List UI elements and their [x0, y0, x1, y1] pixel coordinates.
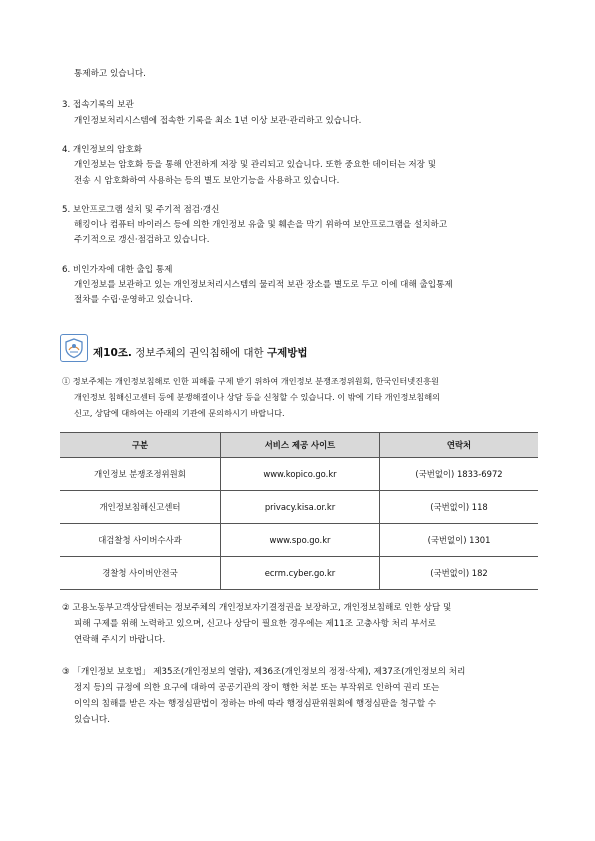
text-line: 개인정보는 암호화 등을 통해 안전하게 저장 및 관리되고 있습니다. 또한 중요한 데이터는 저장 및 — [74, 160, 437, 170]
table-cell-agency: 개인정보 분쟁조정위원회 — [60, 458, 221, 491]
text-line: 개인정보를 보관하고 있는 개인정보처리시스템의 물리적 보관 장소를 별도로 두고 이에 대해 출입통제 — [74, 280, 453, 290]
column-header: 서비스 제공 사이트 — [221, 433, 380, 458]
section-title — [93, 345, 308, 360]
section-title-bold: 구제방법 — [266, 346, 308, 359]
shield-logo-icon-graphic — [63, 337, 85, 359]
paragraph-2-line: ② 고용노동부고객상담센터는 정보주체의 개인정보자기결정권을 보장하고, 개인정보침해로 인한 상담 및 — [62, 603, 452, 613]
paragraph-1-line: 신고, 상담에 대하여는 아래의 기관에 문의하시기 바랍니다. — [74, 408, 285, 418]
table-cell-contact: (국번없이) 118 — [380, 491, 539, 524]
list-heading-4: 4. 개인정보의 암호화 — [62, 145, 143, 155]
table-cell-contact: (국번없이) 1301 — [380, 524, 539, 557]
table-cell-site: privacy.kisa.or.kr — [221, 491, 380, 524]
table-row — [60, 458, 538, 491]
text-line: 해킹이나 컴퓨터 바이러스 등에 의한 개인정보 유출 및 훼손을 막기 위하여 보안프로그램을 설치하고 — [74, 220, 448, 230]
table-row — [60, 524, 538, 557]
list-heading-5: 5. 보안프로그램 설치 및 주기적 점검·갱신 — [62, 205, 220, 215]
table-cell-agency: 대검찰청 사이버수사과 — [60, 524, 221, 557]
table-cell-agency: 개인정보침해신고센터 — [60, 491, 221, 524]
text-line: 전송 시 암호화하여 사용하는 등의 별도 보안기능을 사용하고 있습니다. — [74, 176, 340, 186]
column-header: 구분 — [60, 433, 221, 458]
text-line: 절차를 수립·운영하고 있습니다. — [74, 295, 193, 305]
table-cell-contact: (국번없이) 1833-6972 — [380, 458, 539, 491]
paragraph-2-line: 피해 구제를 위해 노력하고 있으며, 신고나 상담이 필요한 경우에는 제11조 고충사항 처리 부서로 — [74, 619, 436, 629]
column-header: 연락처 — [380, 433, 539, 458]
list-heading-6: 6. 비인가자에 대한 출입 통제 — [62, 265, 173, 275]
table-cell-agency: 경찰청 사이버안전국 — [60, 557, 221, 590]
paragraph-3-line: ③ 「개인정보 보호법」 제35조(개인정보의 열람), 제36조(개인정보의 정정·삭제), 제37조(개인정보의 처리 — [62, 667, 466, 677]
table-header-row — [60, 433, 538, 458]
table-cell-site: www.spo.go.kr — [221, 524, 380, 557]
paragraph-2-line: 연락해 주시기 바랍니다. — [74, 635, 166, 645]
text-line: 주기적으로 갱신·점검하고 있습니다. — [74, 235, 210, 245]
table-row — [60, 557, 538, 590]
paragraph-3-line: 정지 등)의 규정에 의한 요구에 대하여 공공기관의 장이 행한 처분 또는 부작위로 인하여 권리 또는 — [74, 683, 440, 693]
paragraph-3-line: 이익의 침해를 받은 자는 행정심판법이 정하는 바에 따라 행정심판위원회에 행정심판을 청구할 수 — [74, 699, 437, 709]
section-number: 제10조. — [93, 346, 132, 359]
table-row — [60, 491, 538, 524]
paragraph-3-line: 있습니다. — [74, 715, 110, 725]
table-cell-contact: (국번없이) 182 — [380, 557, 539, 590]
table-cell-site: ecrm.cyber.go.kr — [221, 557, 380, 590]
contact-table — [60, 432, 538, 590]
section-heading — [60, 334, 308, 362]
shield-logo-icon — [60, 334, 88, 362]
text-line: 개인정보처리시스템에 접속한 기록을 최소 1년 이상 보관·관리하고 있습니다. — [74, 116, 362, 126]
paragraph-1-line: 개인정보 침해신고센터 등에 분쟁해결이나 상담 등을 신청할 수 있습니다. 이 밖에 기타 개인정보침해의 — [74, 392, 441, 402]
list-heading-3: 3. 접속기록의 보관 — [62, 100, 134, 110]
table-cell-site: www.kopico.go.kr — [221, 458, 380, 491]
section-title-text: 정보주체의 권익침해에 대한 — [135, 346, 264, 359]
paragraph-1-line: ① 정보주체는 개인정보침해로 인한 피해를 구제 받기 위하여 개인정보 분쟁조정위원회, 한국인터넷진흥원 — [62, 376, 439, 386]
text-line: 통제하고 있습니다. — [74, 69, 146, 79]
